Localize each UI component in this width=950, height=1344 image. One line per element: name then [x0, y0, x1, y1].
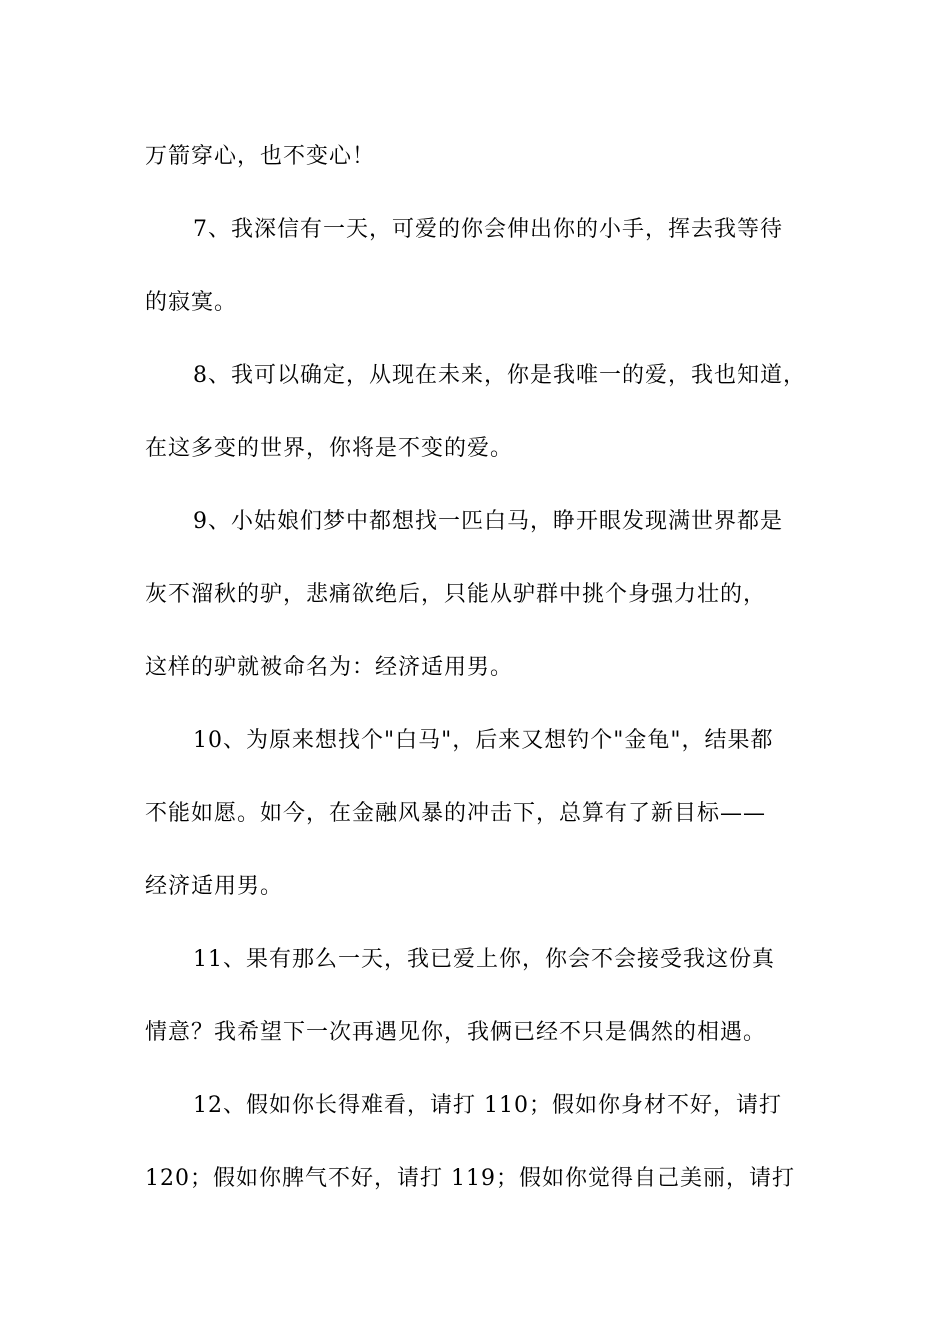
text-line: 11、果有那么一天，我已爱上你，你会不会接受我这份真 — [193, 947, 775, 972]
text-line: 7、我深信有一天，可爱的你会伸出你的小手，挥去我等待 — [193, 217, 783, 242]
text-line: 经济适用男。 — [145, 874, 284, 899]
text-line: 万箭穿心，也不变心！ — [145, 144, 376, 169]
text-line: 10、为原来想找个"白马"，后来又想钓个"金龟"，结果都 — [193, 728, 774, 753]
text-line: 120；假如你脾气不好，请打 119；假如你觉得自己美丽，请打 — [145, 1166, 795, 1191]
text-line: 情意？我希望下一次再遇见你，我俩已经不只是偶然的相遇。 — [145, 1020, 767, 1045]
text-line: 12、假如你长得难看，请打 110；假如你身材不好，请打 — [193, 1093, 782, 1118]
text-line: 灰不溜秋的驴，悲痛欲绝后，只能从驴群中挑个身强力壮的， — [145, 582, 767, 607]
text-line: 的寂寞。 — [145, 290, 238, 315]
text-line: 8、我可以确定，从现在未来，你是我唯一的爱，我也知道， — [193, 363, 806, 388]
document-body — [145, 120, 825, 1215]
text-line: 9、小姑娘们梦中都想找一匹白马，睁开眼发现满世界都是 — [193, 509, 783, 534]
text-line: 不能如愿。如今，在金融风暴的冲击下，总算有了新目标—— — [145, 801, 767, 826]
text-line: 这样的驴就被命名为：经济适用男。 — [145, 655, 514, 680]
text-line: 在这多变的世界，你将是不变的爱。 — [145, 436, 514, 461]
